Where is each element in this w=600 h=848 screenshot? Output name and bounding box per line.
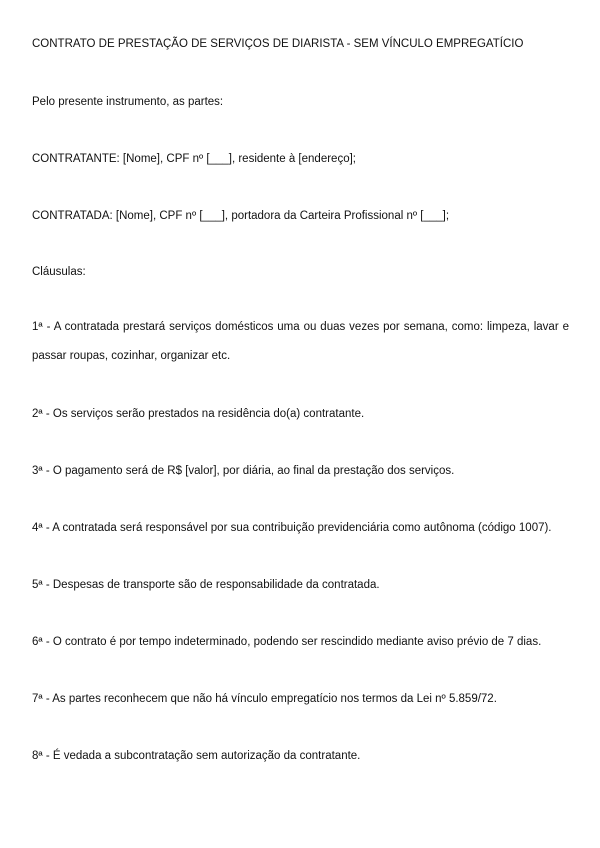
clause-5: 5ª - Despesas de transporte são de responsabilidade da contratada. [32, 579, 380, 591]
clause-8: 8ª - É vedada a subcontratação sem autorização da contratante. [32, 750, 361, 762]
clause-4: 4ª - A contratada será responsável por sua contribuição previdenciária como autônoma (código 1007). [32, 522, 552, 534]
intro-paragraph: Pelo presente instrumento, as partes: [32, 96, 224, 108]
clause-2: 2ª - Os serviços serão prestados na residência do(a) contratante. [32, 408, 365, 420]
clause-1: 1ª - A contratada prestará serviços domésticos uma ou duas vezes por semana, como: limpeza, lavar e passar roupas, cozinhar, organizar etc. [32, 321, 569, 362]
contratante-paragraph: CONTRATANTE: [Nome], CPF nº [___], residente à [endereço]; [32, 153, 356, 165]
clause-6: 6ª - O contrato é por tempo indeterminado, podendo ser rescindido mediante aviso prévio de 7 dias. [32, 636, 542, 648]
clause-3: 3ª - O pagamento será de R$ [valor], por diária, ao final da prestação dos serviços. [32, 465, 455, 477]
document-title: CONTRATO DE PRESTAÇÃO DE SERVIÇOS DE DIARISTA - SEM VÍNCULO EMPREGATÍCIO [32, 38, 524, 50]
clause-7: 7ª - As partes reconhecem que não há vínculo empregatício nos termos da Lei nº 5.859/72. [32, 693, 497, 705]
contratada-paragraph: CONTRATADA: [Nome], CPF nº [___], portadora da Carteira Profissional nº [___]; [32, 210, 450, 222]
clauses-heading: Cláusulas: [32, 266, 86, 278]
